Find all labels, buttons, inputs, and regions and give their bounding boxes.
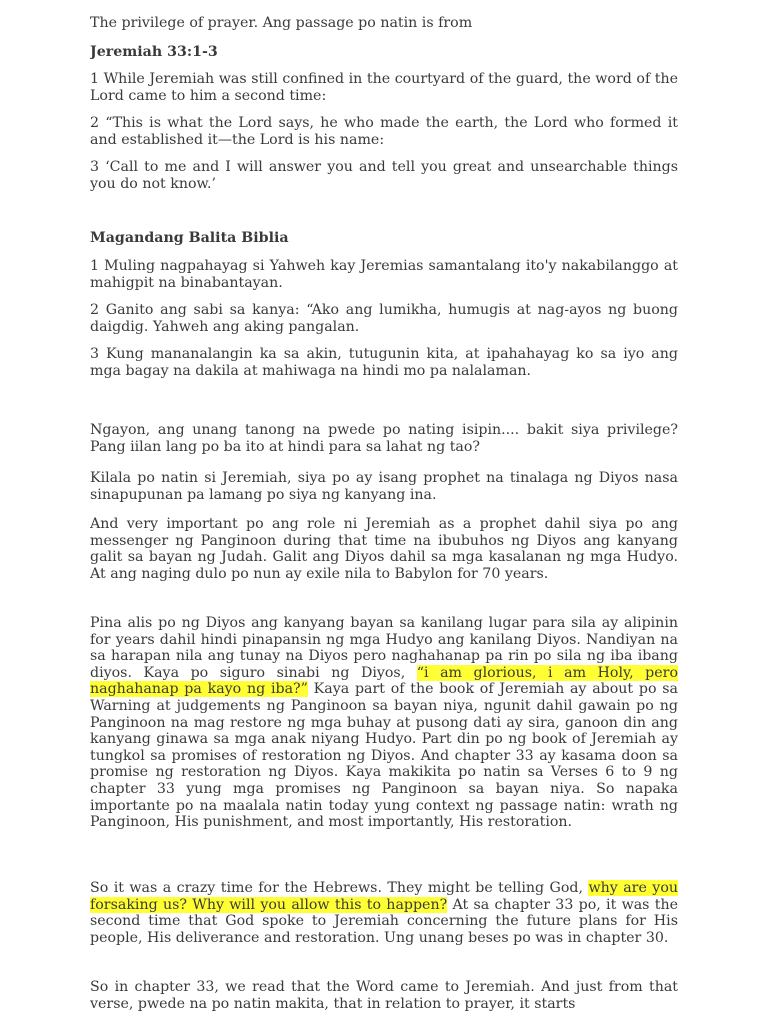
mbb-verse-1: 1 Muling nagpahayag si Yahweh kay Jeremias samantalang ito'y nakabilanggo at mahigpit na binabantayan. bbox=[90, 258, 678, 291]
mbb-verse-2: 2 Ganito ang sabi sa kanya: “Ako ang lumikha, humugis at nag-ayos ng buong daigdig. Yahweh ang aking pangalan. bbox=[90, 302, 678, 335]
last-paragraph: So in chapter 33, we read that the Word came to Jeremiah. And just from that verse, pwede na po natin makita, that in relation to prayer, it starts bbox=[90, 979, 678, 1012]
crazy-text-before: So it was a crazy time for the Hebrews. They might be telling God, bbox=[90, 880, 589, 896]
crazy-highlighted-question: why are you forsaking us? Why will you allow this to happen? bbox=[90, 880, 678, 913]
document-page bbox=[90, 0, 678, 1024]
question-paragraph: Ngayon, ang unang tanong na pwede po nating isipin.... bakit siya privilege? Pang iilan lang po ba ito at hindi para sa lahat ng tao? bbox=[90, 422, 678, 455]
pina-text-before: Pina alis po ng Diyos ang kanyang bayan sa kanilang lugar para sila ay alipinin for years dahil hindi pinapansin ng mga Hudyo ang kanilang Diyos. Nandiyan na sa harapan nila ang tunay na Diyos pero naghahanap pa rin po sila ng iba ibang diyos. Kaya po siguro sinabi ng Diyos, bbox=[90, 615, 678, 681]
mbb-heading: Magandang Balita Biblia bbox=[90, 230, 289, 246]
intro-paragraph: The privilege of prayer. Ang passage po natin is from bbox=[90, 15, 473, 31]
crazy-time-paragraph bbox=[90, 880, 678, 946]
pina-paragraph bbox=[90, 615, 678, 831]
pina-text-after: Kaya part of the book of Jeremiah ay about po sa Warning at judgements ng Panginoon sa bayan niya, ngunit dahil gawain po ng Panginoon na mag restore ng mga buhay at pusong dati ay sira, ganoon din ang kanyang ginawa sa mga anak niyang Hudyo. Part din po ng book of Jeremiah ay tungkol sa promises of restoration ng Diyos. And chapter 33 ay kasama doon sa promise ng restoration ng Diyos. Kaya makikita po natin sa Verses 6 to 9 ng chapter 33 yung mga promises ng Panginoon sa bayan niya. So napaka importante po na maalala natin today yung context ng passage natin: wrath ng Panginoon, His punishment, and most importantly, His restoration. bbox=[90, 681, 678, 831]
crazy-text-after: At sa chapter 33 po, it was the second time that God spoke to Jeremiah concerning the future plans for His people, His deliverance and restoration. Ung unang beses po was in chapter 30. bbox=[90, 896, 678, 946]
mbb-verse-3: 3 Kung mananalangin ka sa akin, tutugunin kita, at ipahahayag ko sa iyo ang mga bagay na dakila at mahiwaga na hindi mo pa nalalaman. bbox=[90, 346, 678, 379]
niv-verse-3: 3 ‘Call to me and I will answer you and tell you great and unsearchable things you do not know.’ bbox=[90, 159, 678, 192]
niv-verse-1: 1 While Jeremiah was still confined in the courtyard of the guard, the word of the Lord came to him a second time: bbox=[90, 71, 678, 104]
pina-highlighted-quote: “i am glorious, i am Holy, pero naghahanap pa kayo ng iba?” bbox=[90, 664, 678, 698]
passage-heading: Jeremiah 33:1-3 bbox=[90, 44, 218, 60]
important-paragraph: And very important po ang role ni Jeremiah as a prophet dahil siya po ang messenger ng Panginoon during that time na ibubuhos ng Diyos ang kanyang galit sa bayan ng Judah. Galit ang Diyos dahil sa mga kasalanan ng mga Hudyo. At ang naging dulo po nun ay exile nila to Babylon for 70 years. bbox=[90, 516, 678, 582]
kilala-paragraph: Kilala po natin si Jeremiah, siya po ay isang prophet na tinalaga ng Diyos nasa sinapupunan pa lamang po siya ng kanyang ina. bbox=[90, 470, 678, 503]
niv-verse-2: 2 “This is what the Lord says, he who made the earth, the Lord who formed it and established it—the Lord is his name: bbox=[90, 115, 678, 148]
